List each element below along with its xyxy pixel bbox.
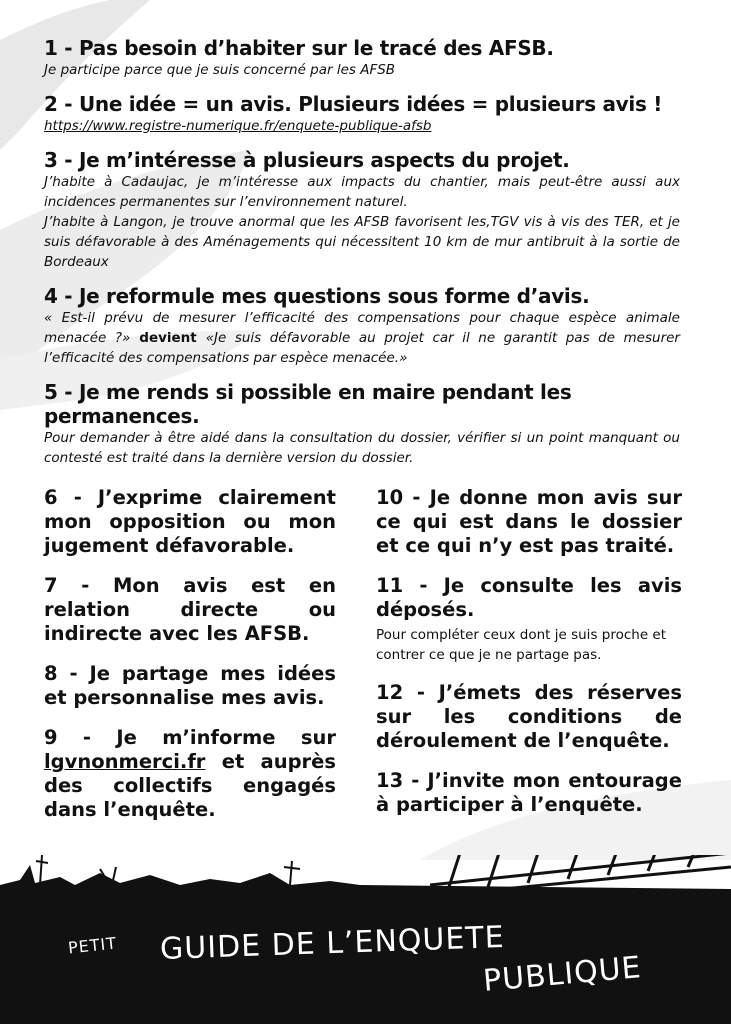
top-items — [44, 36, 680, 480]
item-11-text: Pour compléter ceux dont je suis proche et contrer ce que je ne partage pas. — [376, 627, 667, 663]
item-5-text: Pour demander à être aidé dans la consultation du dossier, vérifier si un point manquant ou contesté est traité dans la dernière version du dossier. — [44, 430, 680, 466]
item-1-text: Je participe parce que je suis concerné par les AFSB — [44, 62, 396, 78]
item-4-devient: devient — [130, 330, 206, 346]
item-4-question: « Est-il prévu de mesurer l’efficacité des compensations pour chaque espèce animale menacée ?» — [44, 310, 680, 346]
petit-label: PETIT — [67, 933, 118, 958]
item-5 — [44, 380, 680, 468]
item-9 — [44, 726, 336, 822]
item-9-text-a: 9 - Je m’informe sur — [44, 726, 336, 749]
item-4 — [44, 284, 680, 368]
item-1 — [44, 36, 680, 80]
item-8: 8 - Je partage mes idées et personnalise mes avis. — [44, 662, 336, 709]
item-10: 10 - Je donne mon avis sur ce qui est dans le dossier et ce qui n’y est pas traité. — [376, 486, 682, 557]
registre-link[interactable]: https://www.registre-numerique.fr/enquete-publique-afsb — [44, 118, 432, 134]
item-3-text-cadaujac: J’habite à Cadaujac, je m’intéresse aux impacts du chantier, mais peut-être aussi aux incidences permanentes sur l’environnement naturel. — [44, 174, 680, 210]
right-column — [376, 486, 682, 833]
item-4-heading: 4 - Je reformule mes questions sous forme d’avis. — [44, 284, 590, 308]
item-3-heading: 3 - Je m’intéresse à plusieurs aspects du projet. — [44, 148, 570, 172]
item-3 — [44, 148, 680, 272]
item-9-text-b: et auprès des collectifs engagés dans l’enquête. — [44, 750, 336, 821]
item-4-avis: «Je suis défavorable au projet car il ne garantit pas de mesurer l’efficacité des compensations par espèce menacée.» — [44, 330, 680, 366]
publique-title: PUBLIQUE — [481, 950, 643, 999]
item-11 — [376, 574, 682, 665]
item-12: 12 - J’émets des réserves sur les conditions de déroulement de l’enquête. — [376, 681, 682, 752]
item-4-text — [44, 308, 680, 368]
item-7: 7 - Mon avis est en relation directe ou indirecte avec les AFSB. — [44, 574, 336, 645]
item-6: 6 - J’exprime clairement mon opposition ou mon jugement défavorable. — [44, 486, 336, 557]
item-2 — [44, 92, 680, 136]
item-11-heading: 11 - Je consulte les avis déposés. — [376, 574, 682, 621]
left-column — [44, 486, 336, 838]
item-2-heading: 2 - Une idée = un avis. Plusieurs idées = plusieurs avis ! — [44, 92, 663, 116]
item-13: 13 - J’invite mon entourage à participer à l’enquête. — [376, 769, 682, 816]
item-3-text-langon: J’habite à Langon, je trouve anormal que les AFSB favorisent les,TGV vis à vis des TER, et je suis défavorable à des Aménagements qui nécessitent 10 km de mur antibruit à la sortie de Bordeaux — [44, 214, 680, 270]
guide-title: GUIDE DE L’ENQUETE — [159, 919, 506, 968]
lgvnonmerci-link[interactable]: lgvnonmerci.fr — [44, 750, 206, 773]
item-1-heading: 1 - Pas besoin d’habiter sur le tracé des AFSB. — [44, 36, 554, 60]
item-5-heading: 5 - Je me rends si possible en maire pendant les permanences. — [44, 380, 572, 428]
